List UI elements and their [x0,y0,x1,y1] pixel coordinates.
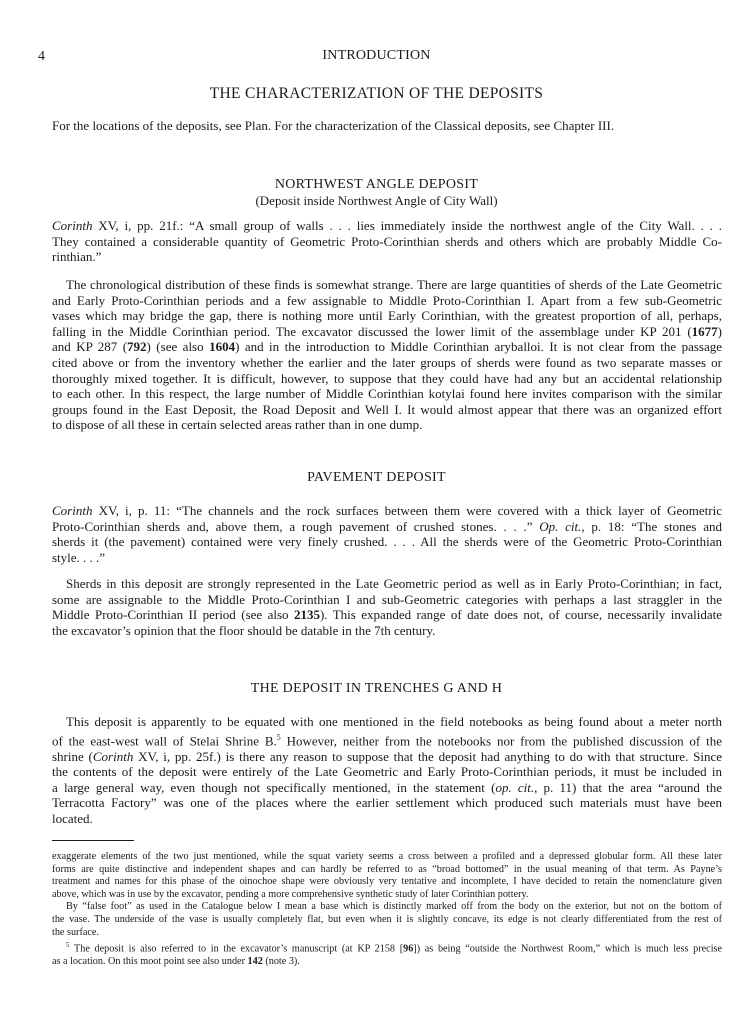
catalogue-number: 142 [247,956,263,968]
text-line: to dispose of all these in certain selected areas rather than in one dump. [52,417,423,433]
pavement-body [52,576,722,638]
text-span: However, neither from the notebooks nor from the published discussion of the [280,732,722,748]
northwest-body [52,277,722,433]
footnote-line: exaggerate elements of the two just mentioned, while the squat variety seems a cross between a profiled and a depressed globular form. All these later [52,851,722,862]
footnote-line [52,956,722,969]
text-line [52,519,722,535]
text-span: ). This expanded range of date does not, of course, necessarily invalidate [319,607,722,623]
text-span: ) (see also [146,339,210,355]
text-line [52,730,722,749]
section-heading-pavement: PAVEMENT DEPOSIT [307,470,446,485]
text-line: vases which may bridge the gap, there is nothing more until Early Corinthian, with the greatest proportion of all, perhaps, [52,308,722,324]
text-line: The chronological distribution of these finds is somewhat strange. There are large quantities of sherds of the Late Geometric [66,277,722,292]
text-line: They contained a considerable quantity of Geometric Proto-Corinthian sherds and others which are probably Middle Co- [52,233,722,249]
text-line [52,780,722,796]
text-line: groups found in the East Deposit, the Road Deposit and Well I. It would almost appear that there was an organized effort [52,401,722,417]
text-span: a large general way, even though not specifically mentioned, in the statement ( [52,779,496,795]
italic-text: op. cit. [495,779,535,795]
text-line: Sherds in this deposit are strongly represented in the Late Geometric period as well as in Early Proto-Corinthian; in fact, [66,576,722,591]
intro-paragraph: For the locations of the deposits, see Plan. For the characterization of the Classical deposits, see Chapter III. [52,118,615,133]
text-line [52,607,722,623]
text-line: and Early Proto-Corinthian periods and a few assignable to Middle Proto-Corinthian I. Apart from a few sub-Geometric [52,292,722,308]
italic-text: Corinth [92,748,134,764]
running-head: INTRODUCTION [322,48,431,63]
section-heading-trenches: THE DEPOSIT IN TRENCHES G AND H [250,681,503,696]
text-span: XV, i, pp. 25f.) is there any reason to suppose that the deposit had anything to do with that structure. Since [133,748,722,764]
text-span: of the east-west wall of Stelai Shrine B. [52,732,277,748]
page-number: 4 [38,49,45,64]
text-line: cited above or from the inventory whether the earlier and the later groups of sherds were found as two separate masses or [52,354,722,370]
text-span: as a location. On this moot point see also under [52,956,248,968]
trenches-body [52,714,722,826]
italic-text: Op. cit. [539,518,582,534]
text-line: the excavator’s opinion that the floor should be datable in the 7th century. [52,622,436,638]
text-line: style. . . .” [52,549,106,565]
text-span: ) and in the introduction to Middle Corinthian aryballoi. It is not clear from the passage [235,339,722,355]
catalogue-number: 1604 [209,339,236,355]
catalogue-number: 96 [403,943,414,955]
text-span: Middle Proto-Corinthian II period (see also [52,607,294,623]
pavement-quote [52,503,722,565]
footnote-line: forms are quite distinctive and independent shapes and can hardly be referred to as “broad bottomed” in the usual meaning of that term. As Payne’s [52,863,722,875]
section-heading-northwest: NORTHWEST ANGLE DEPOSIT [274,177,479,192]
italic-text: Corinth [52,503,93,518]
text-span: Proto-Corinthian sherds and, above them, a rough pavement of crushed stones. . . .” [52,518,540,534]
footnotes [52,851,722,969]
italic-text: Corinth [52,218,93,233]
text-span: , p. 18: “The stones and [581,518,722,534]
text-line: located. [52,810,93,826]
text-span: ]) as being “outside the Northwest Room,” which is much less precise [413,943,723,955]
text-span: falling in the Middle Corinthian period. The excavator discussed the lower limit of the assemblage under KP 201 ( [52,323,692,339]
text-span: (note 3). [262,956,300,968]
text-line [52,324,722,340]
text-span: The deposit is also referred to in the excavator’s manuscript (at KP 2158 [ [69,943,404,955]
text-line: thoroughly mixed together. It is difficult, however, to suppose that they could have had any but an accidental relationship [52,370,722,386]
catalogue-number: 1677 [691,323,718,339]
footnote-marker: 5 [276,732,281,742]
text-line [52,749,722,765]
text-span: ) [717,323,722,339]
text-span: XV, i, p. 11: “The channels and the rock surfaces between them were covered with a thick layer of Geometric [92,503,722,518]
northwest-quote [52,218,722,265]
footnote-line: the vase. The underside of the vase is usually completely flat, but even when it is slightly concave, its edge is not clearly differentiated from the rest of [52,913,722,925]
footnote-line [52,939,722,956]
footnote-line: above, which was in use by the excavator, pending a more comprehensive synthetic study of later Corinthian pottery. [52,888,529,900]
text-span: and KP 287 ( [52,339,128,355]
footnote-line: the surface. [52,926,99,938]
footnote-line: treatment and names for this phase of the oinochoe shape were obviously very tentative and incomplete, I have decided to retain the nomenclature given [52,876,722,888]
text-line: rinthian.” [52,249,102,265]
text-line: to each other. In this respect, the large number of Middle Corinthian kotylai found here invites comparison with the similar [52,386,722,402]
section-subheading-northwest: (Deposit inside Northwest Angle of City Wall) [255,193,498,208]
footnote-line: By “false foot” as used in the Catalogue below I mean a base which is distinctly marked off from the body on the exterior, but not on the bottom of [66,901,722,913]
footnote-rule [52,840,134,841]
text-line: sherds it (the pavement) contained were very finely crushed. . . . All the sherds were of the Geometric Proto-Corinthian [52,534,722,550]
text-line [52,339,722,355]
text-span: XV, i, pp. 21f.: “A small group of walls . . . lies immediately inside the northwest angle of the City Wall. . . . [92,218,722,233]
text-span: shrine ( [52,748,93,764]
text-span: , p. 11) that the area “around the [534,779,722,795]
page-title: THE CHARACTERIZATION OF THE DEPOSITS [209,85,544,102]
text-line: some are assignable to the Middle Proto-Corinthian I and sub-Geometric categories with perhaps a last straggler in the [52,591,722,607]
catalogue-number: 2135 [293,607,320,623]
footnote-marker: 5 [66,941,70,950]
catalogue-number: 792 [127,339,147,355]
text-line: the contents of the deposit were entirely of the Late Geometric and Early Proto-Corinthian periods, it must be included in [52,764,722,780]
text-line: This deposit is apparently to be equated with one mentioned in the field notebooks as being found about a meter north [66,714,722,729]
text-line [52,218,722,234]
text-line: Terracotta Factory” was one of the places where the earlier settlement which produced such materials must have been [52,795,722,811]
text-line [52,503,722,519]
